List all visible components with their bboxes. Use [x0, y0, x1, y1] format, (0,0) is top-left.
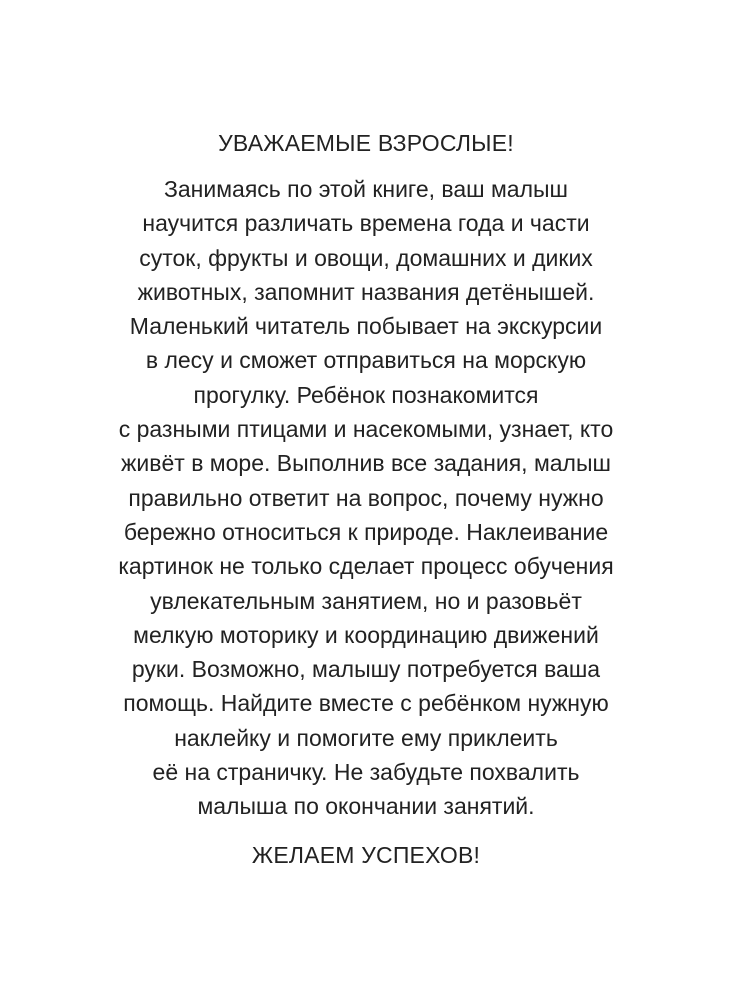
text-line: Занимаясь по этой книге, ваш малыш [163, 176, 568, 202]
text-line: животных, запомнит названия детёнышей. [137, 278, 595, 305]
text-line: картинок не только сделает процесс обучения [118, 553, 614, 580]
text-line: увлекательным занятием, но и разовьёт [150, 587, 582, 614]
text-line: её на страничку. Не забудьте похвалить [152, 759, 580, 786]
text-line: в лесу и сможет отправиться на морскую [145, 347, 587, 374]
text-line: Маленький читатель побывает на экскурсии [129, 313, 603, 340]
text-line: живёт в море. Выполнив все задания, малыш [121, 450, 611, 477]
text-line: помощь. Найдите вместе с ребёнком нужную [123, 690, 609, 717]
text-line: наклейку и помогите ему приклеить [174, 724, 558, 751]
text-line: мелкую моторику и координацию движений [133, 621, 599, 648]
text-line: руки. Возможно, малышу потребуется ваша [131, 656, 601, 683]
text-line: суток, фрукты и овощи, домашних и диких [139, 244, 593, 271]
text-line: научится различать времена года и части [142, 210, 590, 237]
text-line: прогулку. Ребёнок познакомится [193, 381, 539, 408]
text-line: малыша по окончании занятий. [197, 793, 535, 820]
text-line: с разными птицами и насекомыми, узнает, кто [118, 416, 614, 443]
text-line: бережно относиться к природе. Наклеивание [123, 518, 609, 545]
page-heading: УВАЖАЕМЫЕ ВЗРОСЛЫЕ! [218, 130, 514, 156]
closing-wish: ЖЕЛАЕМ УСПЕХОВ! [251, 842, 481, 868]
body-paragraph [0, 172, 732, 824]
text-line: правильно ответит на вопрос, почему нужно [128, 484, 604, 511]
